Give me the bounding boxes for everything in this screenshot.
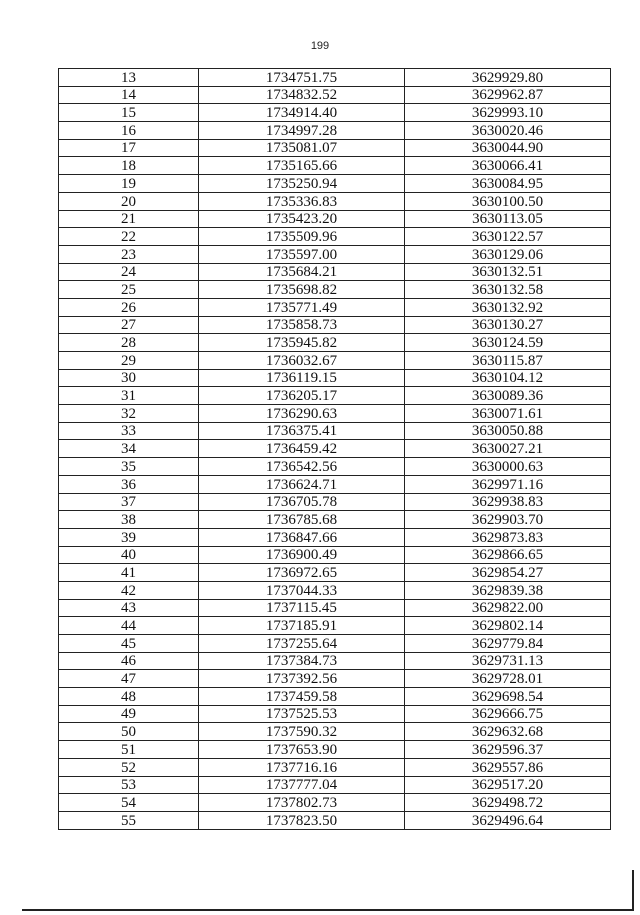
table-row bbox=[59, 387, 611, 405]
x-coordinate-cell: 1734914.40 bbox=[199, 104, 405, 122]
y-coordinate-cell: 3629993.10 bbox=[405, 104, 611, 122]
y-coordinate-cell: 3629596.37 bbox=[405, 741, 611, 759]
y-coordinate-cell: 3629822.00 bbox=[405, 599, 611, 617]
x-coordinate-cell: 1735250.94 bbox=[199, 175, 405, 193]
table-row bbox=[59, 493, 611, 511]
point-number-cell: 50 bbox=[59, 723, 199, 741]
coordinates-table-body bbox=[59, 69, 611, 830]
point-number-cell: 41 bbox=[59, 564, 199, 582]
table-row bbox=[59, 599, 611, 617]
table-row bbox=[59, 705, 611, 723]
table-row bbox=[59, 635, 611, 653]
y-coordinate-cell: 3629498.72 bbox=[405, 794, 611, 812]
table-row bbox=[59, 245, 611, 263]
x-coordinate-cell: 1735165.66 bbox=[199, 157, 405, 175]
x-coordinate-cell: 1737802.73 bbox=[199, 794, 405, 812]
x-coordinate-cell: 1735509.96 bbox=[199, 228, 405, 246]
y-coordinate-cell: 3630124.59 bbox=[405, 334, 611, 352]
y-coordinate-cell: 3630089.36 bbox=[405, 387, 611, 405]
x-coordinate-cell: 1735423.20 bbox=[199, 210, 405, 228]
point-number-cell: 51 bbox=[59, 741, 199, 759]
point-number-cell: 18 bbox=[59, 157, 199, 175]
x-coordinate-cell: 1736785.68 bbox=[199, 511, 405, 529]
x-coordinate-cell: 1736375.41 bbox=[199, 422, 405, 440]
y-coordinate-cell: 3629866.65 bbox=[405, 546, 611, 564]
x-coordinate-cell: 1737823.50 bbox=[199, 811, 405, 829]
x-coordinate-cell: 1737525.53 bbox=[199, 705, 405, 723]
point-number-cell: 25 bbox=[59, 281, 199, 299]
y-coordinate-cell: 3629698.54 bbox=[405, 688, 611, 706]
x-coordinate-cell: 1736119.15 bbox=[199, 369, 405, 387]
y-coordinate-cell: 3629903.70 bbox=[405, 511, 611, 529]
x-coordinate-cell: 1737392.56 bbox=[199, 670, 405, 688]
point-number-cell: 17 bbox=[59, 139, 199, 157]
y-coordinate-cell: 3630115.87 bbox=[405, 352, 611, 370]
point-number-cell: 13 bbox=[59, 69, 199, 87]
x-coordinate-cell: 1736542.56 bbox=[199, 458, 405, 476]
x-coordinate-cell: 1736705.78 bbox=[199, 493, 405, 511]
point-number-cell: 31 bbox=[59, 387, 199, 405]
y-coordinate-cell: 3630027.21 bbox=[405, 440, 611, 458]
y-coordinate-cell: 3629938.83 bbox=[405, 493, 611, 511]
point-number-cell: 42 bbox=[59, 581, 199, 599]
table-row bbox=[59, 316, 611, 334]
table-row bbox=[59, 263, 611, 281]
table-row bbox=[59, 86, 611, 104]
table-row bbox=[59, 210, 611, 228]
y-coordinate-cell: 3630050.88 bbox=[405, 422, 611, 440]
y-coordinate-cell: 3630020.46 bbox=[405, 122, 611, 140]
table-row bbox=[59, 776, 611, 794]
y-coordinate-cell: 3630132.92 bbox=[405, 298, 611, 316]
table-row bbox=[59, 422, 611, 440]
x-coordinate-cell: 1735684.21 bbox=[199, 263, 405, 281]
table-row bbox=[59, 723, 611, 741]
point-number-cell: 40 bbox=[59, 546, 199, 564]
x-coordinate-cell: 1735945.82 bbox=[199, 334, 405, 352]
x-coordinate-cell: 1734751.75 bbox=[199, 69, 405, 87]
x-coordinate-cell: 1735597.00 bbox=[199, 245, 405, 263]
point-number-cell: 33 bbox=[59, 422, 199, 440]
y-coordinate-cell: 3630084.95 bbox=[405, 175, 611, 193]
table-row bbox=[59, 69, 611, 87]
point-number-cell: 37 bbox=[59, 493, 199, 511]
y-coordinate-cell: 3629666.75 bbox=[405, 705, 611, 723]
y-coordinate-cell: 3629971.16 bbox=[405, 475, 611, 493]
x-coordinate-cell: 1737777.04 bbox=[199, 776, 405, 794]
y-coordinate-cell: 3630100.50 bbox=[405, 192, 611, 210]
x-coordinate-cell: 1737590.32 bbox=[199, 723, 405, 741]
table-row bbox=[59, 157, 611, 175]
table-row bbox=[59, 581, 611, 599]
y-coordinate-cell: 3630132.58 bbox=[405, 281, 611, 299]
point-number-cell: 21 bbox=[59, 210, 199, 228]
x-coordinate-cell: 1737115.45 bbox=[199, 599, 405, 617]
table-row bbox=[59, 228, 611, 246]
table-row bbox=[59, 440, 611, 458]
y-coordinate-cell: 3630132.51 bbox=[405, 263, 611, 281]
table-row bbox=[59, 405, 611, 423]
y-coordinate-cell: 3630113.05 bbox=[405, 210, 611, 228]
x-coordinate-cell: 1736624.71 bbox=[199, 475, 405, 493]
table-row bbox=[59, 104, 611, 122]
point-number-cell: 22 bbox=[59, 228, 199, 246]
point-number-cell: 54 bbox=[59, 794, 199, 812]
point-number-cell: 19 bbox=[59, 175, 199, 193]
y-coordinate-cell: 3630071.61 bbox=[405, 405, 611, 423]
table-row bbox=[59, 617, 611, 635]
table-row bbox=[59, 369, 611, 387]
point-number-cell: 16 bbox=[59, 122, 199, 140]
y-coordinate-cell: 3629728.01 bbox=[405, 670, 611, 688]
table-row bbox=[59, 652, 611, 670]
point-number-cell: 34 bbox=[59, 440, 199, 458]
y-coordinate-cell: 3629517.20 bbox=[405, 776, 611, 794]
y-coordinate-cell: 3629839.38 bbox=[405, 581, 611, 599]
x-coordinate-cell: 1736900.49 bbox=[199, 546, 405, 564]
x-coordinate-cell: 1736205.17 bbox=[199, 387, 405, 405]
point-number-cell: 23 bbox=[59, 245, 199, 263]
y-coordinate-cell: 3630130.27 bbox=[405, 316, 611, 334]
table-row bbox=[59, 192, 611, 210]
table-row bbox=[59, 546, 611, 564]
y-coordinate-cell: 3630044.90 bbox=[405, 139, 611, 157]
point-number-cell: 55 bbox=[59, 811, 199, 829]
point-number-cell: 29 bbox=[59, 352, 199, 370]
page-border-bottom bbox=[22, 909, 634, 911]
page-border-right bbox=[632, 870, 634, 910]
point-number-cell: 35 bbox=[59, 458, 199, 476]
table-row bbox=[59, 334, 611, 352]
point-number-cell: 15 bbox=[59, 104, 199, 122]
point-number-cell: 28 bbox=[59, 334, 199, 352]
table-row bbox=[59, 458, 611, 476]
table-row bbox=[59, 511, 611, 529]
x-coordinate-cell: 1737653.90 bbox=[199, 741, 405, 759]
point-number-cell: 48 bbox=[59, 688, 199, 706]
table-row bbox=[59, 564, 611, 582]
y-coordinate-cell: 3630129.06 bbox=[405, 245, 611, 263]
x-coordinate-cell: 1735698.82 bbox=[199, 281, 405, 299]
table-row bbox=[59, 139, 611, 157]
y-coordinate-cell: 3629929.80 bbox=[405, 69, 611, 87]
table-row bbox=[59, 352, 611, 370]
table-row bbox=[59, 758, 611, 776]
point-number-cell: 20 bbox=[59, 192, 199, 210]
y-coordinate-cell: 3629731.13 bbox=[405, 652, 611, 670]
point-number-cell: 26 bbox=[59, 298, 199, 316]
point-number-cell: 38 bbox=[59, 511, 199, 529]
point-number-cell: 43 bbox=[59, 599, 199, 617]
x-coordinate-cell: 1737255.64 bbox=[199, 635, 405, 653]
table-row bbox=[59, 670, 611, 688]
table-row bbox=[59, 475, 611, 493]
y-coordinate-cell: 3630104.12 bbox=[405, 369, 611, 387]
point-number-cell: 53 bbox=[59, 776, 199, 794]
x-coordinate-cell: 1737044.33 bbox=[199, 581, 405, 599]
x-coordinate-cell: 1736972.65 bbox=[199, 564, 405, 582]
x-coordinate-cell: 1736847.66 bbox=[199, 528, 405, 546]
point-number-cell: 52 bbox=[59, 758, 199, 776]
point-number-cell: 24 bbox=[59, 263, 199, 281]
x-coordinate-cell: 1735771.49 bbox=[199, 298, 405, 316]
x-coordinate-cell: 1736290.63 bbox=[199, 405, 405, 423]
x-coordinate-cell: 1737716.16 bbox=[199, 758, 405, 776]
point-number-cell: 44 bbox=[59, 617, 199, 635]
x-coordinate-cell: 1737185.91 bbox=[199, 617, 405, 635]
point-number-cell: 39 bbox=[59, 528, 199, 546]
point-number-cell: 32 bbox=[59, 405, 199, 423]
y-coordinate-cell: 3629632.68 bbox=[405, 723, 611, 741]
table-row bbox=[59, 794, 611, 812]
x-coordinate-cell: 1735858.73 bbox=[199, 316, 405, 334]
table-row bbox=[59, 688, 611, 706]
table-row bbox=[59, 741, 611, 759]
table-row bbox=[59, 122, 611, 140]
y-coordinate-cell: 3629962.87 bbox=[405, 86, 611, 104]
y-coordinate-cell: 3630000.63 bbox=[405, 458, 611, 476]
page-number: 199 bbox=[310, 40, 330, 52]
table-row bbox=[59, 298, 611, 316]
x-coordinate-cell: 1735336.83 bbox=[199, 192, 405, 210]
point-number-cell: 30 bbox=[59, 369, 199, 387]
x-coordinate-cell: 1737459.58 bbox=[199, 688, 405, 706]
table-row bbox=[59, 811, 611, 829]
x-coordinate-cell: 1734997.28 bbox=[199, 122, 405, 140]
table-row bbox=[59, 175, 611, 193]
x-coordinate-cell: 1735081.07 bbox=[199, 139, 405, 157]
y-coordinate-cell: 3629802.14 bbox=[405, 617, 611, 635]
y-coordinate-cell: 3630122.57 bbox=[405, 228, 611, 246]
point-number-cell: 14 bbox=[59, 86, 199, 104]
point-number-cell: 27 bbox=[59, 316, 199, 334]
y-coordinate-cell: 3629854.27 bbox=[405, 564, 611, 582]
x-coordinate-cell: 1734832.52 bbox=[199, 86, 405, 104]
y-coordinate-cell: 3630066.41 bbox=[405, 157, 611, 175]
table-row bbox=[59, 528, 611, 546]
y-coordinate-cell: 3629496.64 bbox=[405, 811, 611, 829]
x-coordinate-cell: 1736459.42 bbox=[199, 440, 405, 458]
point-number-cell: 36 bbox=[59, 475, 199, 493]
point-number-cell: 45 bbox=[59, 635, 199, 653]
point-number-cell: 47 bbox=[59, 670, 199, 688]
coordinates-table bbox=[58, 68, 611, 830]
y-coordinate-cell: 3629779.84 bbox=[405, 635, 611, 653]
point-number-cell: 49 bbox=[59, 705, 199, 723]
table-row bbox=[59, 281, 611, 299]
y-coordinate-cell: 3629873.83 bbox=[405, 528, 611, 546]
point-number-cell: 46 bbox=[59, 652, 199, 670]
x-coordinate-cell: 1736032.67 bbox=[199, 352, 405, 370]
x-coordinate-cell: 1737384.73 bbox=[199, 652, 405, 670]
y-coordinate-cell: 3629557.86 bbox=[405, 758, 611, 776]
